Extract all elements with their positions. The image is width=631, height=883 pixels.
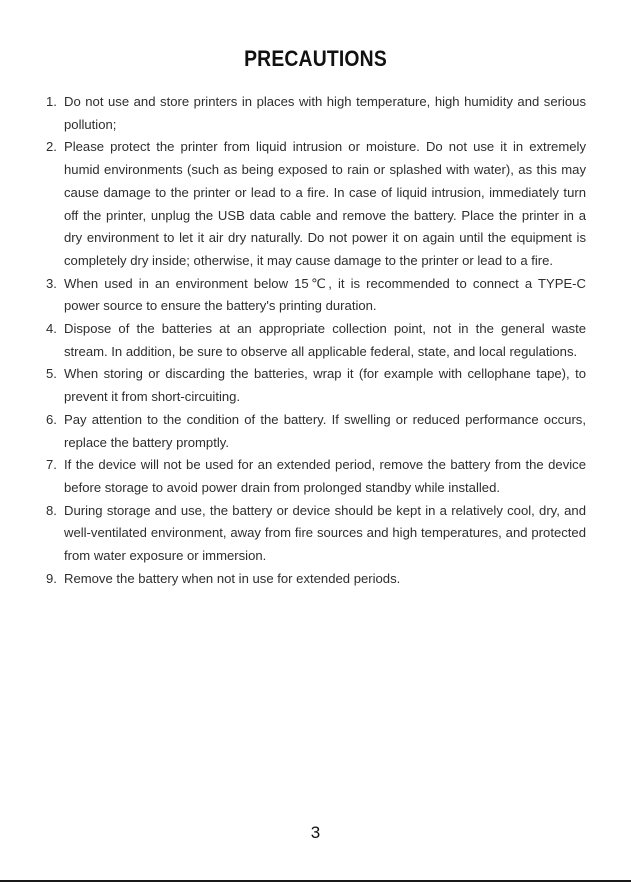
item-text: During storage and use, the battery or device should be kept in a relatively cool, dry, and well-ventilated environment, away from fire sources and high temperatures, and protected from water exposure or immersion. [64,502,586,564]
list-item [46,409,586,454]
list-item [46,454,586,499]
item-text: Do not use and store printers in places with high temperature, high humidity and serious pollution; [64,94,586,132]
item-text: If the device will not be used for an extended period, remove the battery from the device before storage to avoid power drain from prolonged standby while installed. [64,457,586,495]
item-number: 7. [46,457,57,473]
item-text: Pay attention to the condition of the battery. If swelling or reduced performance occurs, replace the battery promptly. [64,411,586,450]
list-item [46,318,586,363]
list-item [46,500,586,568]
list-item [46,273,586,318]
item-number: 3. [46,275,57,291]
item-text: Dispose of the batteries at an appropriate collection point, not in the general waste stream. In addition, be sure to observe all applicable federal, state, and local regulations. [64,321,586,359]
item-number: 5. [46,366,57,382]
item-text: Please protect the printer from liquid intrusion or moisture. Do not use it in extremely humid environments (such as being exposed to rain or splashed with water), as this may cause damage to the printer or lead to a fire. In case of liquid intrusion, immediately turn off the printer, unplug the USB data cable and remove the battery. Place the printer in a dry environment to let it air dry naturally. Do not power it on again until the equipment is completely dry inside; otherwise, it may cause damage to the printer or lead to a fire. [64,139,586,268]
item-text: When used in an environment below 15℃, it is recommended to connect a TYPE-C power source to ensure the battery's printing duration. [64,275,586,314]
list-item [46,91,586,136]
item-number: 9. [46,570,57,586]
list-item [46,568,586,591]
item-number: 8. [46,502,57,518]
item-number: 1. [46,94,57,109]
item-text: When storing or discarding the batteries, wrap it (for example with cellophane tape), to prevent it from short-circuiting. [64,366,586,405]
page-title: PRECAUTIONS [244,46,387,71]
item-number: 2. [46,139,57,155]
item-number: 4. [46,321,57,337]
bottom-divider [0,880,631,882]
item-number: 6. [46,411,57,427]
list-item [46,136,586,272]
item-text: Remove the battery when not in use for extended periods. [64,570,401,586]
list-item [46,363,586,408]
precautions-list [46,91,586,590]
page-number: 3 [310,823,321,842]
